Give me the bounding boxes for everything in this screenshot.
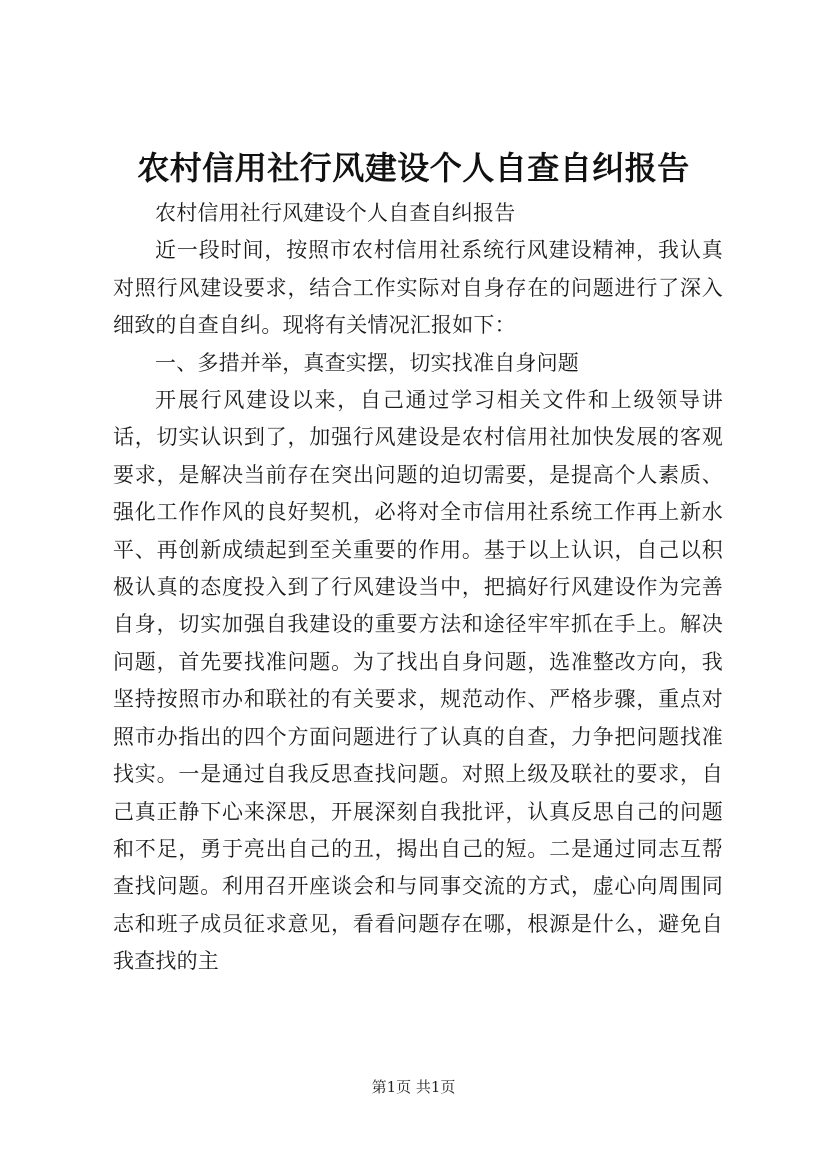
document-title: 农村信用社行风建设个人自查自纠报告 [137,149,690,187]
section-heading: 一、多措并举，真查实摆，切实找准自身问题 [155,350,579,375]
paragraph-subtitle: 农村信用社行风建设个人自查自纠报告 [155,201,516,225]
document-body [113,195,723,981]
page-number-footer: 第1页 共1页 [371,1078,456,1096]
paragraph-body: 开展行风建设以来，自己通过学习相关文件和上级领导讲话，切实认识到了，加强行风建设是农村信用社加快发展的客观要求，是解决当前存在突出问题的迫切需要，是提高个人素质、强化工作作风的良好契机，必将对全市信用社系统工作再上新水平、再创新成绩起到至关重要的作用。基于以上认识，自己以积极认真的态度投入到了行风建设当中，把搞好行风建设作为完善自身，切实加强自我建设的重要方法和途径牢牢抓在手上。解决问题，首先要找准问题。为了找出自身问题，选准整改方向，我坚持按照市办和联社的有关要求，规范动作、严格步骤，重点对照市办指出的四个方面问题进行了认真的自查，力争把问题找准找实。一是通过自我反思查找问题。对照上级及联社的要求，自己真正静下心来深思，开展深刻自我批评，认真反思自己的问题和不足，勇于亮出自己的丑，揭出自己的短。二是通过同志互帮查找问题。利用召开座谈会和与同事交流的方式，虚心向周围同志和班子成员征求意见，看看问题存在哪，根源是什么，避免自我查找的主 [113,388,723,974]
paragraph-intro: 近一段时间，按照市农村信用社系统行风建设精神，我认真对照行风建设要求，结合工作实际对自身存在的问题进行了深入细致的自查自纠。现将有关情况汇报如下： [113,238,723,338]
